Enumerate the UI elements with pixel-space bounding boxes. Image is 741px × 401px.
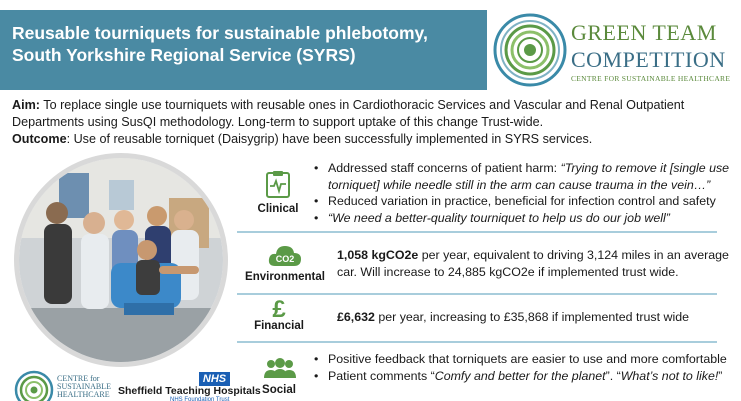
csh-line-1: CENTRE for [57, 374, 100, 383]
financial-text [337, 309, 732, 326]
environmental-text [337, 247, 732, 281]
environmental-label: Environmental [245, 271, 325, 283]
social-bullet-2 [314, 368, 734, 385]
intro-text [12, 97, 737, 148]
team-photo [14, 153, 228, 367]
social-quote-1: Comfy and better for the planet [434, 368, 606, 383]
social-bullet-2-pre: Patient comments “ [328, 368, 435, 383]
clinical-bullet-1 [314, 160, 734, 193]
clinical-bullet-2-text: Reduced variation in practice, beneficial for infection control and safety [328, 194, 716, 208]
sheffield-teaching-hospitals-text: Sheffield Teaching Hospitals [118, 385, 261, 397]
clinical-bullet-3-quote: “We need a better-quality tourniquet to help us do our job well” [328, 210, 670, 225]
csh-logo-icon [14, 370, 54, 401]
csh-logo-text [57, 375, 111, 399]
outcome-text: : Use of reusable torniquet (Daisygrip) have been successfully implemented in SYRS services. [66, 132, 593, 146]
pound-sign-icon [270, 296, 288, 320]
aim-paragraph [12, 97, 737, 131]
social-bullet-1-text: Positive feedback that torniquets are easier to use and more comfortable [328, 352, 727, 366]
csh-line-2: SUSTAINABLE [57, 382, 112, 391]
social-bullet-2-mid: ”. “ [605, 368, 621, 383]
svg-text:£: £ [272, 296, 286, 320]
logo-text-competition: COMPETITION [571, 47, 726, 72]
csh-line-3: HEALTHCARE [57, 390, 110, 399]
clinical-bullet-2 [314, 193, 734, 210]
nhs-logo: NHS [199, 372, 230, 386]
divider-financial [237, 341, 717, 343]
svg-text:CO2: CO2 [275, 254, 295, 264]
logo-text-csh: CENTRE FOR SUSTAINABLE HEALTHCARE [571, 74, 731, 83]
page-title [12, 22, 482, 66]
co2-cloud-icon [268, 244, 302, 268]
social-bullet-2-post: ” [718, 368, 723, 383]
clinical-label: Clinical [257, 203, 299, 215]
social-quote-2: What’s not to like! [620, 368, 719, 383]
social-bullets [314, 351, 734, 384]
environmental-desc: per year, equivalent to driving 3,124 miles in an average car. Will increase to 24,885 kgCO2e if implemented trust wide. [337, 248, 729, 279]
title-line-1: Reusable tourniquets for sustainable phlebotomy, [12, 23, 428, 43]
clinical-bullets [314, 160, 734, 226]
financial-label: Financial [254, 320, 304, 332]
clinical-bullet-3 [314, 210, 734, 227]
nhs-foundation-trust-text: NHS Foundation Trust [170, 397, 230, 401]
financial-value: £6,632 [337, 310, 375, 324]
aim-text: To replace single use tourniquets with reusable ones in Cardiothoracic Services and Vascular and Renal Outpatient Departments using SusQI methodology. Long-term to support uptake of this change Trust-wide. [12, 98, 685, 129]
outcome-paragraph [12, 131, 737, 148]
social-label: Social [262, 384, 296, 396]
clipboard-heartbeat-icon [265, 170, 291, 198]
outcome-label: Outcome [12, 132, 67, 146]
divider-clinical [237, 231, 717, 233]
financial-desc: per year, increasing to £35,868 if implemented trust wide [374, 310, 689, 324]
green-team-emblem-icon [493, 13, 567, 87]
clinical-bullet-1-text: Addressed staff concerns of patient harm: [328, 161, 561, 175]
divider-environmental [237, 293, 717, 295]
clinical-bullet-1-quote: “Trying to remove it [single use torniquet] while needle still in the arm can cause trauma in the vein…” [328, 161, 730, 192]
team-photo-image [19, 158, 223, 362]
people-group-icon [263, 358, 297, 380]
logo-text-green-team: GREEN TEAM [571, 20, 717, 45]
title-line-2: South Yorkshire Regional Service (SYRS) [12, 45, 356, 65]
social-bullet-1 [314, 351, 734, 368]
green-team-logo [487, 10, 741, 90]
environmental-value: 1,058 kgCO2e [337, 248, 419, 262]
aim-label: Aim: [12, 98, 40, 112]
